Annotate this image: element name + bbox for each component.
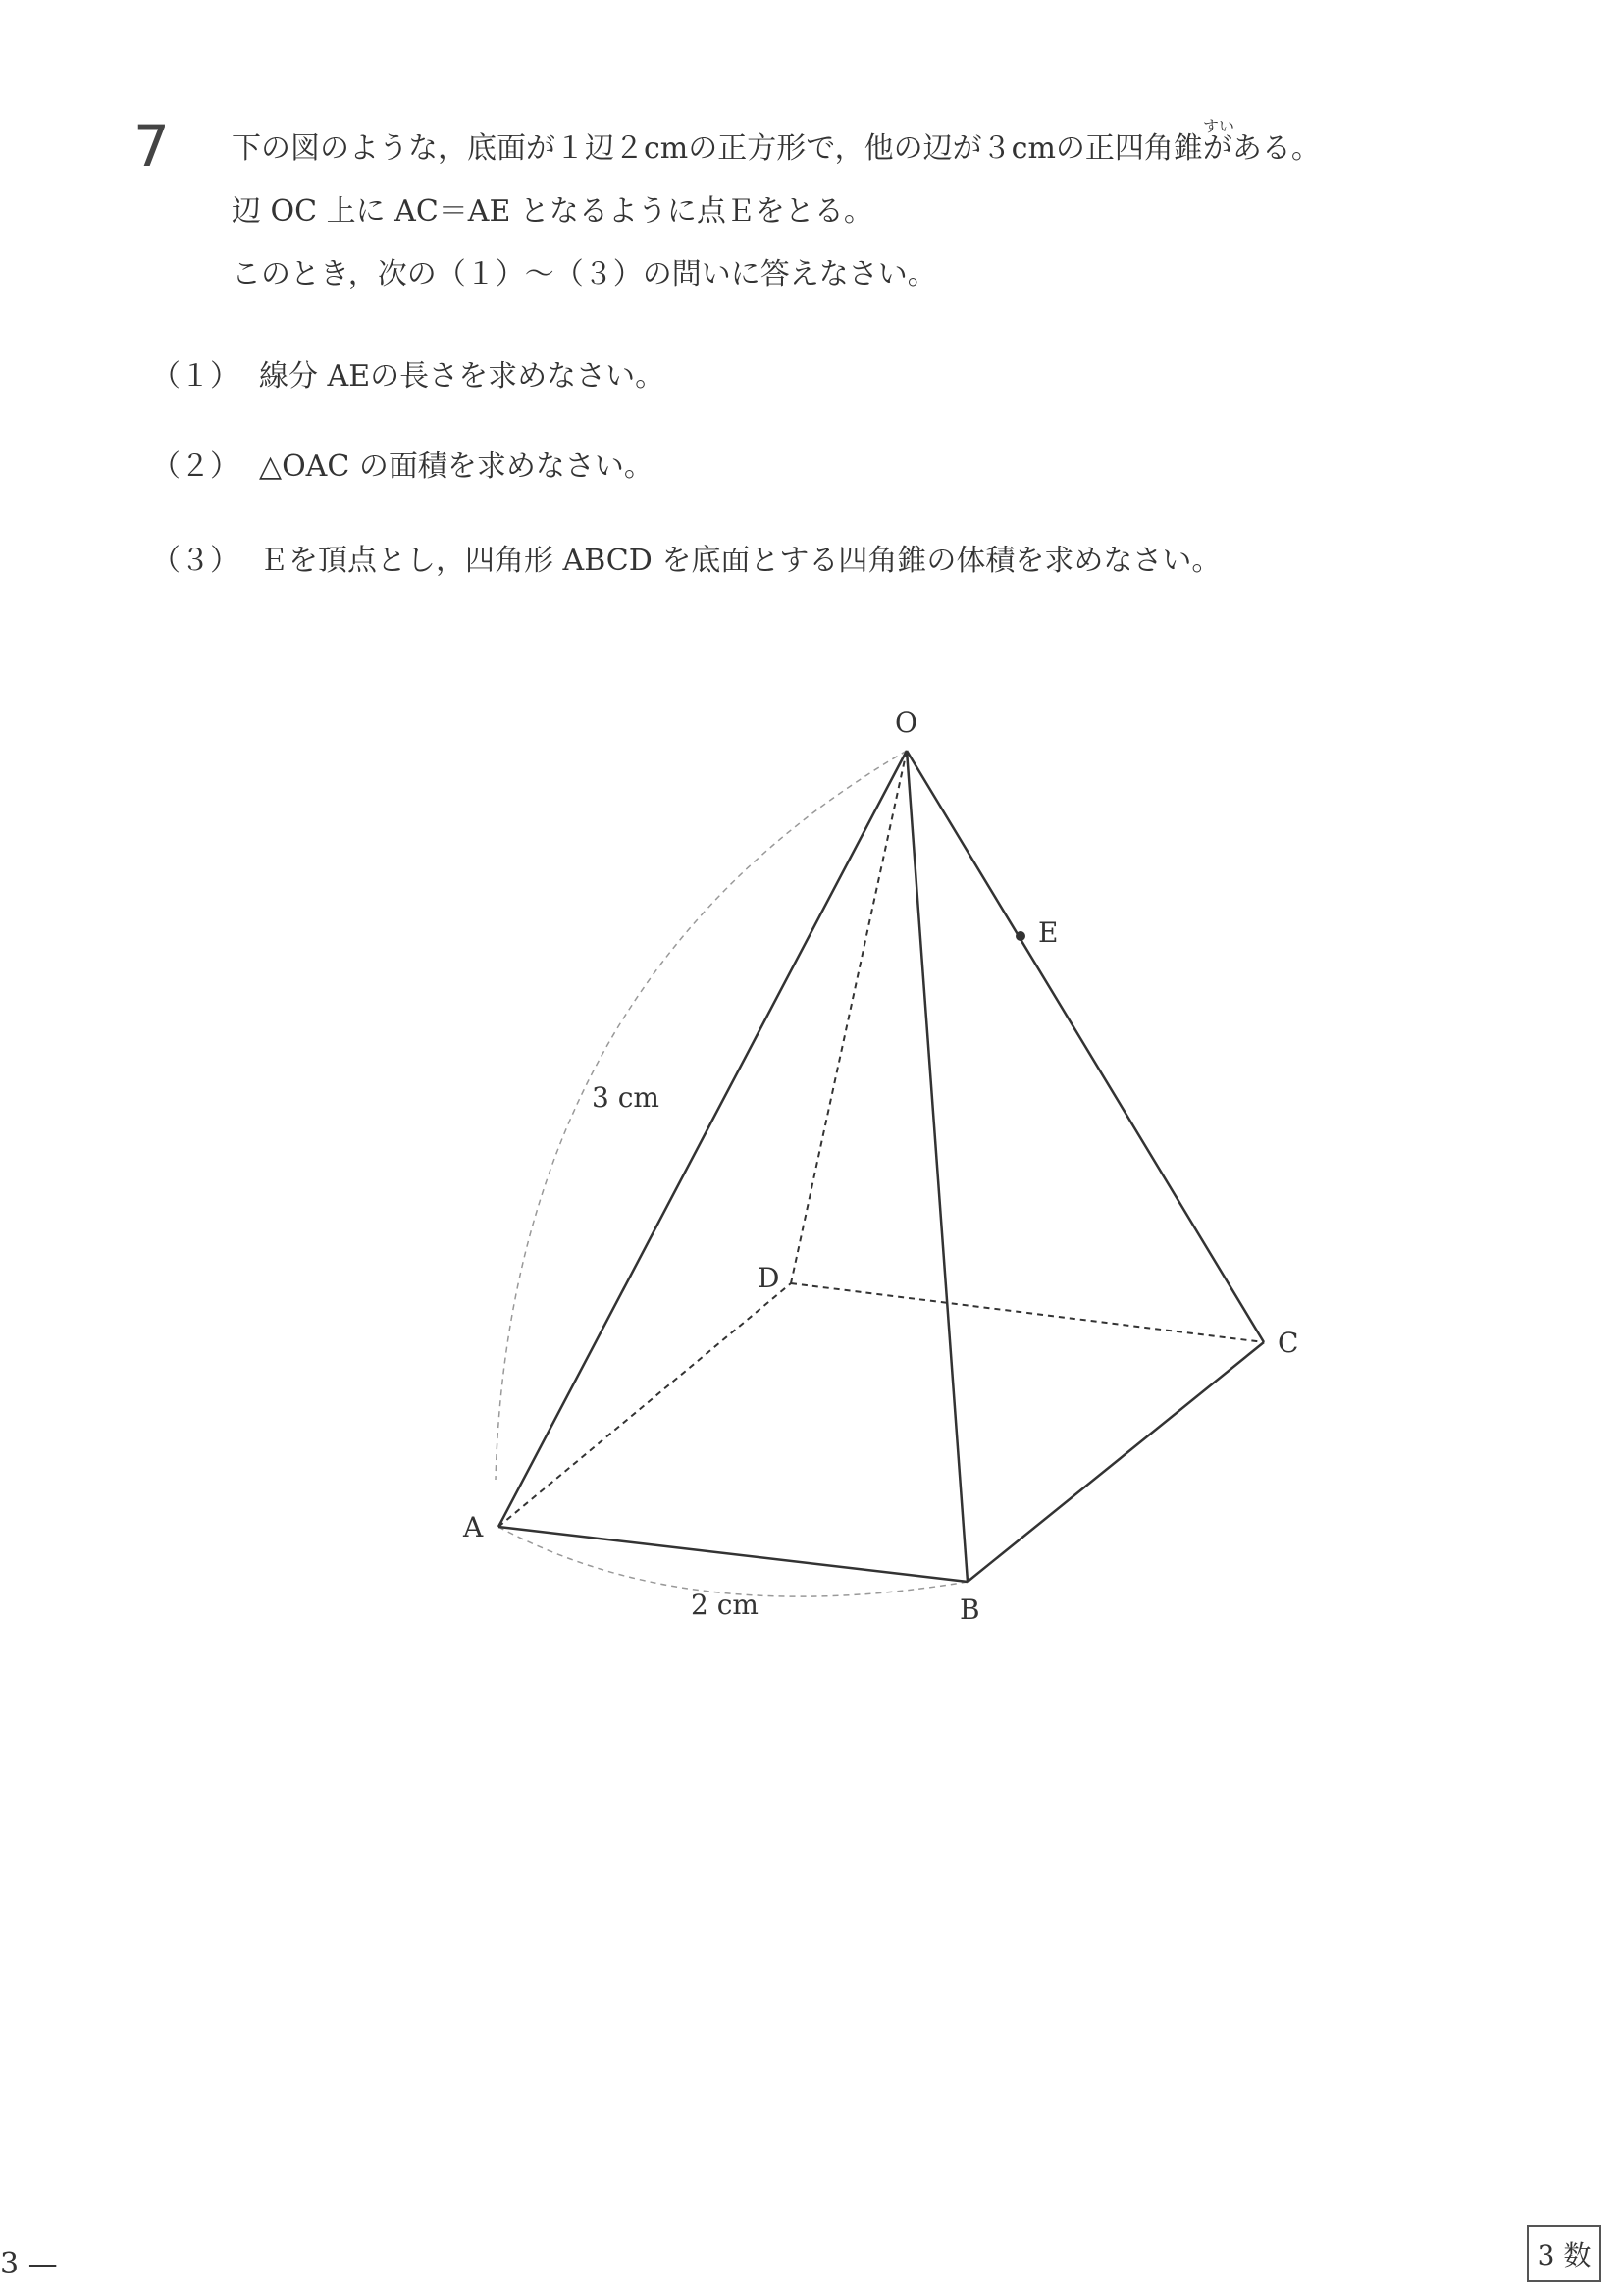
edge-DC-hidden <box>791 1283 1264 1342</box>
edge-AD-hidden <box>498 1283 791 1527</box>
label-O: O <box>895 706 917 739</box>
edge-BC <box>968 1342 1264 1582</box>
subquestion-3-number: （３） <box>151 544 239 578</box>
point-E-dot <box>1016 931 1025 941</box>
label-E: E <box>1038 916 1059 949</box>
label-C: C <box>1278 1327 1299 1359</box>
edge-OC <box>907 751 1264 1342</box>
problem-number: 7 <box>133 113 170 180</box>
dimension-arc-OA <box>496 751 907 1480</box>
intro-line-3: このとき，次の（１）～（３）の問いに答えなさい。 <box>232 257 937 291</box>
subquestion-2-text: △OAC の面積を求めなさい。 <box>259 449 654 484</box>
dimension-arc-AB <box>498 1527 968 1596</box>
subquestion-3-text: Ｅを頂点とし，四角形 ABCD を底面とする四角錐の体積を求めなさい。 <box>259 544 1222 578</box>
subquestion-2-number: （２） <box>151 449 239 484</box>
subquestion-1-text: 線分 AEの長さを求めなさい。 <box>259 359 665 393</box>
page-number: 3 — <box>0 2247 58 2281</box>
edge-OB <box>907 751 968 1582</box>
subject-tag: 3 数 <box>1527 2225 1601 2282</box>
edge-AB <box>498 1527 968 1582</box>
furigana-sui: すい <box>1203 117 1235 135</box>
label-D: D <box>758 1262 780 1294</box>
edge-length-AB: 2 cm <box>691 1589 759 1621</box>
edge-OD-hidden <box>791 751 907 1283</box>
label-B: B <box>960 1593 980 1626</box>
edge-length-OA: 3 cm <box>592 1081 659 1114</box>
intro-line-1: 下の図のような，底面が１辺２cmの正方形で，他の辺が３cmの正四角錐がある。 <box>232 131 1321 166</box>
subquestion-1-number: （１） <box>151 359 239 393</box>
intro-line-2: 辺 OC 上に AC＝AE となるように点Ｅをとる。 <box>232 194 873 229</box>
edge-OA <box>498 751 907 1527</box>
label-A: A <box>463 1511 484 1543</box>
